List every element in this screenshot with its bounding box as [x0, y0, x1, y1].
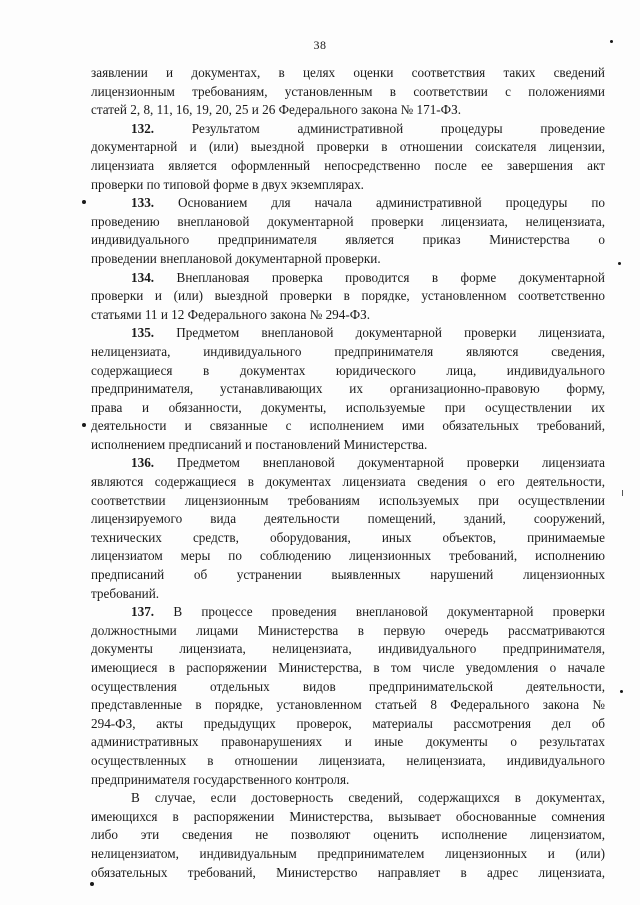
line-text: 294-ФЗ, акты предыдущих проверок, материалы рассмотрения дел об	[91, 715, 605, 731]
text-line	[91, 399, 605, 418]
line-text: являются содержащиеся в документах лицензиата сведения о его деятельности,	[91, 474, 605, 490]
text-line	[91, 622, 605, 641]
line-text: требований.	[91, 585, 160, 601]
line-text: нелицензиата, индивидуального предпринимателя являются сведения,	[91, 343, 605, 359]
line-text: обязательных требований, Министерство направляет в адрес лицензиата,	[91, 864, 605, 880]
line-text: Предметом внеплановой документарной проверки лицензиата,	[154, 325, 605, 341]
scan-dot-left-133	[82, 200, 86, 204]
paragraph-137	[91, 603, 605, 789]
text-line	[91, 417, 605, 436]
line-text: проведении внеплановой документарной проверки.	[91, 250, 381, 266]
line-text: статьями 11 и 12 Федерального закона № 294-ФЗ.	[91, 306, 371, 322]
text-line	[91, 845, 605, 864]
text-line	[91, 343, 605, 362]
text-line	[91, 231, 605, 250]
line-text: Внеплановая проверка проводится в форме документарной	[154, 269, 605, 285]
text-line	[91, 659, 605, 678]
line-text: предпринимателя, устанавливающих их организационно-правовую форму,	[91, 381, 605, 397]
line-text: представленные в порядке, установленном статьей 8 Федерального закона №	[91, 697, 605, 713]
line-text: В случае, если достоверность сведений, содержащихся в документах,	[131, 790, 605, 806]
text-line	[91, 287, 605, 306]
text-line	[91, 194, 605, 213]
line-text: проверки и (или) выездной проверки в порядке, установленном соответственно	[91, 288, 605, 304]
line-text: статей 2, 8, 11, 16, 19, 20, 25 и 26 Федерального закона № 171-ФЗ.	[91, 102, 462, 118]
line-text: заявлении и документах, в целях оценки соответствия таких сведений	[91, 65, 605, 80]
text-line	[91, 64, 605, 83]
paragraph-number: 133.	[131, 195, 155, 211]
line-text: лицензионным требованиям, установленным в соответствии с положениями	[91, 83, 605, 99]
text-line	[91, 603, 605, 622]
line-text: административных правонарушениях и иные документы о результатах	[91, 734, 605, 750]
line-text: индивидуального предпринимателя является приказ Министерства о	[91, 232, 605, 248]
line-text: осуществления отдельных видов предпринимательской деятельности,	[91, 678, 605, 694]
text-line	[91, 306, 605, 325]
line-text: осуществленных в отношении лицензиата, нелицензиата, индивидуального	[91, 752, 605, 768]
text-line	[91, 715, 605, 734]
text-line	[91, 585, 605, 604]
text-line	[91, 808, 605, 827]
scan-tick-right	[622, 490, 623, 496]
line-text: Предметом внеплановой документарной проверки лицензиата	[154, 455, 605, 471]
scan-dot-right-134	[618, 262, 621, 265]
text-line	[91, 678, 605, 697]
line-text: содержащиеся в документах юридического лица, индивидуального	[91, 362, 605, 378]
line-text: Основанием для начала административной процедуры по	[154, 195, 605, 211]
text-line	[91, 864, 605, 883]
line-text: предпринимателя государственного контроля.	[91, 771, 350, 787]
text-line	[91, 120, 605, 139]
text-line	[91, 510, 605, 529]
text-line	[91, 436, 605, 455]
text-line	[91, 640, 605, 659]
line-text: имеющиеся в распоряжении Министерства, в том числе уведомления о начале	[91, 660, 605, 675]
text-line	[91, 733, 605, 752]
paragraph-134	[91, 269, 605, 325]
paragraph-number: 134.	[131, 269, 155, 285]
document-text	[91, 64, 605, 882]
text-line	[91, 101, 605, 120]
paragraph-cont	[91, 64, 605, 120]
line-text: В процессе проведения внеплановой документарной проверки	[154, 604, 605, 620]
text-line	[91, 213, 605, 232]
scan-dot-left-135	[82, 423, 86, 427]
paragraph-136	[91, 454, 605, 603]
text-line	[91, 83, 605, 102]
text-line	[91, 547, 605, 566]
text-line	[91, 529, 605, 548]
line-text: лицензируемого вида деятельности помещений, зданий, сооружений,	[91, 511, 605, 527]
line-text: лицензиатом меры по соблюдению лицензионных требований, исполнению	[91, 548, 605, 564]
line-text: права и обязанности, документы, используемые при осуществлении их	[91, 399, 605, 415]
paragraph-number: 136.	[131, 455, 155, 471]
line-text: нелицензиатом, индивидуальным предпринимателем лицензионных и (или)	[91, 845, 605, 861]
line-text: технических средств, оборудования, иных объектов, принимаемые	[91, 529, 605, 545]
text-line	[91, 492, 605, 511]
line-text: предписаний об устранении выявленных нарушений лицензионных	[91, 567, 605, 583]
text-line	[91, 362, 605, 381]
paragraph-135	[91, 324, 605, 454]
text-line	[91, 138, 605, 157]
text-line	[91, 324, 605, 343]
line-text: имеющихся в распоряжении Министерства, вызывает обоснованные сомнения	[91, 808, 605, 824]
text-line	[91, 269, 605, 288]
scan-dot-bottom-left	[90, 882, 94, 886]
text-line	[91, 473, 605, 492]
text-line	[91, 380, 605, 399]
text-line	[91, 566, 605, 585]
scan-dot-right-137	[620, 690, 623, 693]
line-text: соответствии лицензионным требованиям используемых при осуществлении	[91, 492, 605, 508]
paragraph-133	[91, 194, 605, 268]
text-line	[91, 752, 605, 771]
line-text: Результатом административной процедуры проведение	[154, 120, 605, 136]
paragraph-number: 135.	[131, 325, 155, 341]
line-text: документарной и (или) выездной проверки в отношении соискателя лицензии,	[91, 139, 605, 155]
text-line	[91, 157, 605, 176]
scan-dot-top-right	[610, 40, 613, 43]
line-text: проведению внеплановой документарной проверки лицензиата, нелицензиата,	[91, 213, 605, 229]
text-line	[91, 771, 605, 790]
line-text: должностными лицами Министерства в первую очередь рассматриваются	[91, 622, 605, 638]
line-text: проверки по типовой форме в двух экземплярах.	[91, 176, 364, 192]
page-number: 38	[313, 38, 327, 52]
paragraph-case	[91, 789, 605, 882]
text-line	[91, 696, 605, 715]
text-line	[91, 789, 605, 808]
text-line	[91, 454, 605, 473]
line-text: лицензиата является оформленный непосредственно после ее завершения акт	[91, 157, 605, 173]
text-line	[91, 250, 605, 269]
text-line	[91, 826, 605, 845]
paragraph-number: 132.	[131, 120, 155, 136]
line-text: исполнением предписаний и постановлений Министерства.	[91, 436, 428, 452]
text-line	[91, 176, 605, 195]
line-text: либо эти сведения не позволяют оценить исполнение лицензиатом,	[91, 827, 605, 843]
paragraph-132	[91, 120, 605, 194]
line-text: деятельности и связанные с исполнением ими обязательных требований,	[91, 418, 605, 434]
paragraph-number: 137.	[131, 604, 155, 620]
line-text: документы лицензиата, нелицензиата, индивидуального предпринимателя,	[91, 641, 605, 657]
